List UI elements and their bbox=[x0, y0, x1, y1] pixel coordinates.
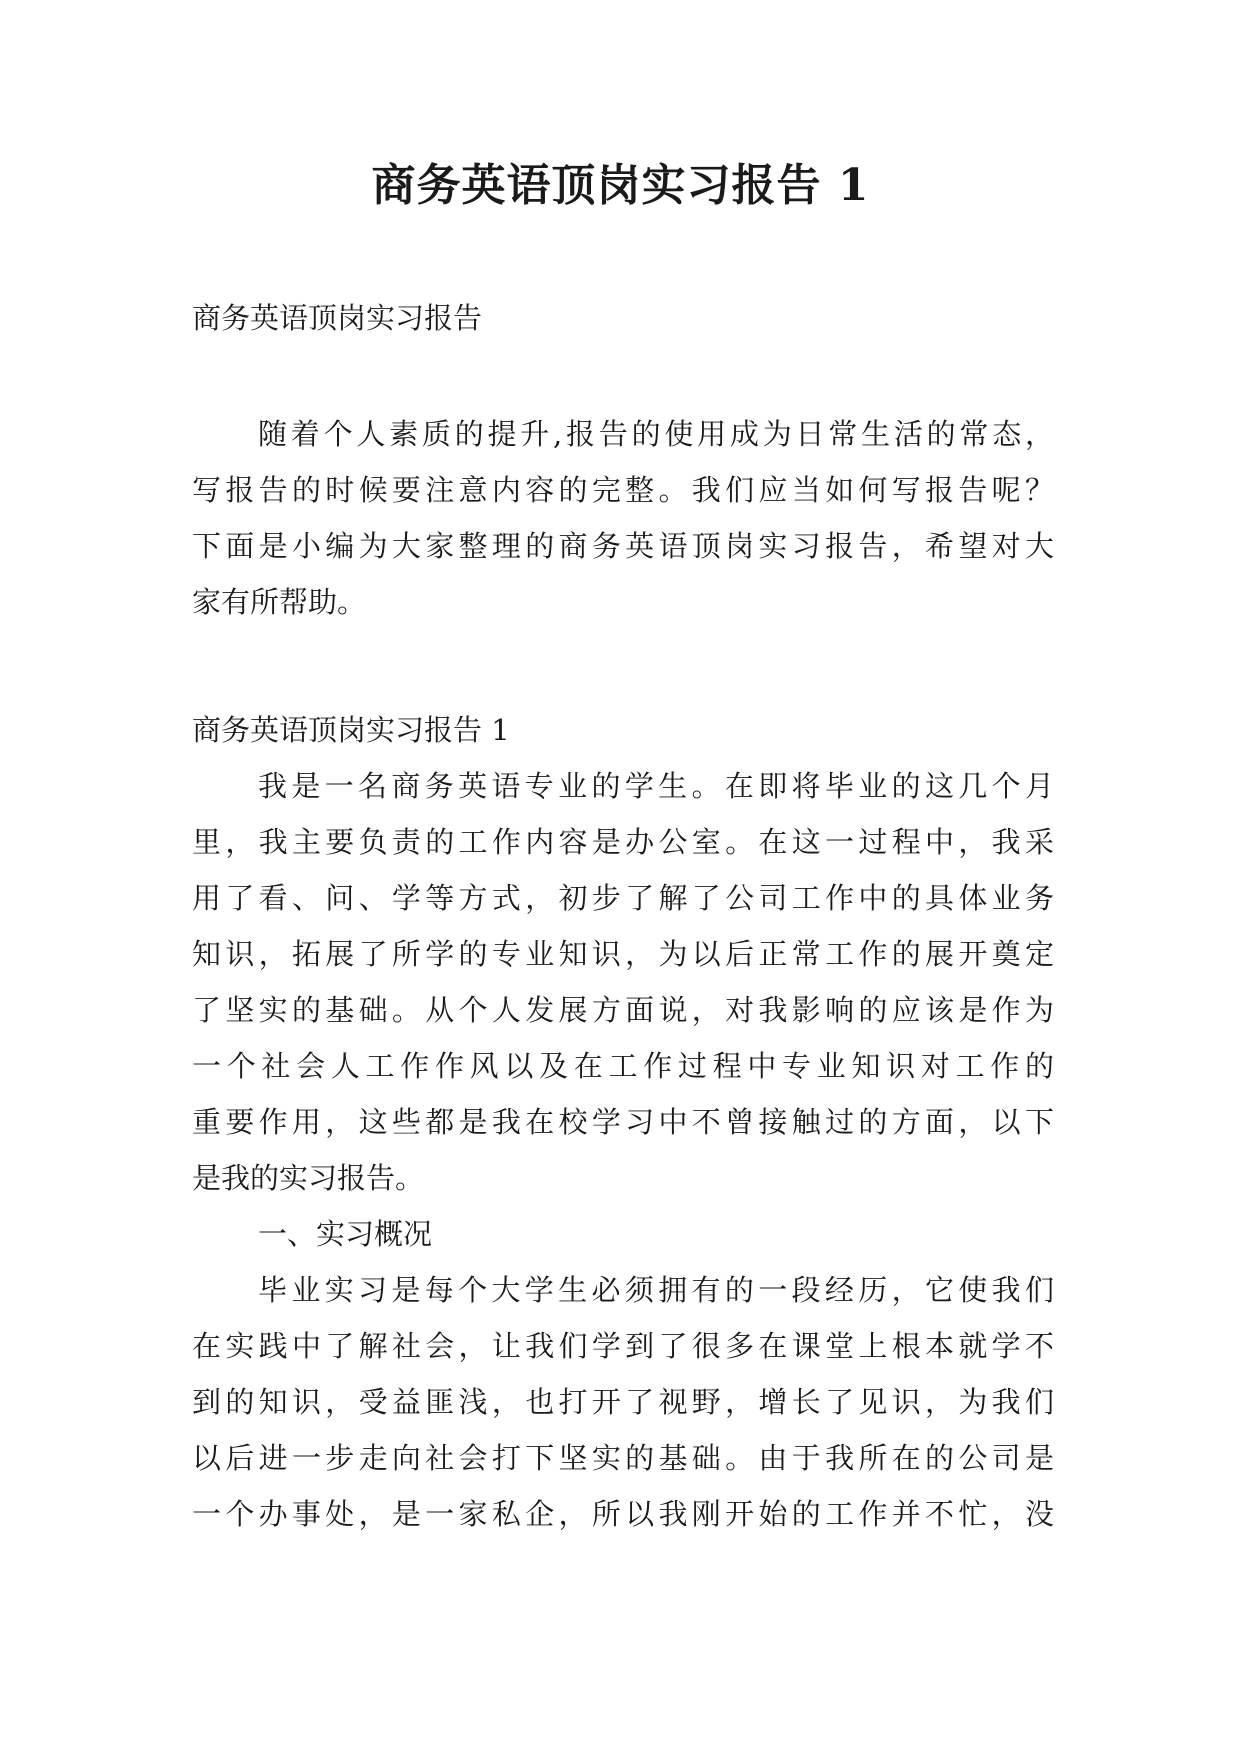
body-heading: 一、实习概况 bbox=[258, 1217, 433, 1251]
intro-paragraph bbox=[192, 406, 1054, 630]
intro-line: 写报告的时候要注意内容的完整。我们应当如何写报告呢？ bbox=[192, 473, 1054, 507]
body-line: 用了看、问、学等方式，初步了解了公司工作中的具体业务 bbox=[192, 881, 1054, 915]
body-text bbox=[192, 758, 1054, 1542]
body-line: 重要作用，这些都是我在校学习中不曾接触过的方面，以下 bbox=[192, 1105, 1054, 1139]
body-line: 了坚实的基础。从个人发展方面说，对我影响的应该是作为 bbox=[192, 993, 1054, 1027]
intro-line: 家有所帮助。 bbox=[192, 585, 367, 619]
section-title: 商务英语顶岗实习报告 1 bbox=[192, 713, 510, 747]
intro-line: 下面是小编为大家整理的商务英语顶岗实习报告，希望对大 bbox=[192, 529, 1054, 563]
body-line: 到的知识，受益匪浅，也打开了视野，增长了见识，为我们 bbox=[192, 1385, 1054, 1419]
body-line: 我是一名商务英语专业的学生。在即将毕业的这几个月 bbox=[258, 769, 1054, 803]
intro-line: 随着个人素质的提升,报告的使用成为日常生活的常态， bbox=[258, 417, 1054, 451]
body-line: 以后进一步走向社会打下坚实的基础。由于我所在的公司是 bbox=[192, 1441, 1054, 1475]
body-line: 毕业实习是每个大学生必须拥有的一段经历，它使我们 bbox=[258, 1273, 1054, 1307]
body-line: 里，我主要负责的工作内容是办公室。在这一过程中，我采 bbox=[192, 825, 1054, 859]
document-title: 商务英语顶岗实习报告 1 bbox=[371, 160, 870, 211]
body-line: 知识，拓展了所学的专业知识，为以后正常工作的展开奠定 bbox=[192, 937, 1054, 971]
document-subtitle: 商务英语顶岗实习报告 bbox=[192, 301, 483, 335]
body-line: 是我的实习报告。 bbox=[192, 1161, 425, 1195]
body-line: 在实践中了解社会，让我们学到了很多在课堂上根本就学不 bbox=[192, 1329, 1054, 1363]
body-line: 一个社会人工作作风以及在工作过程中专业知识对工作的 bbox=[192, 1049, 1054, 1083]
body-line: 一个办事处，是一家私企，所以我刚开始的工作并不忙，没 bbox=[192, 1497, 1054, 1531]
